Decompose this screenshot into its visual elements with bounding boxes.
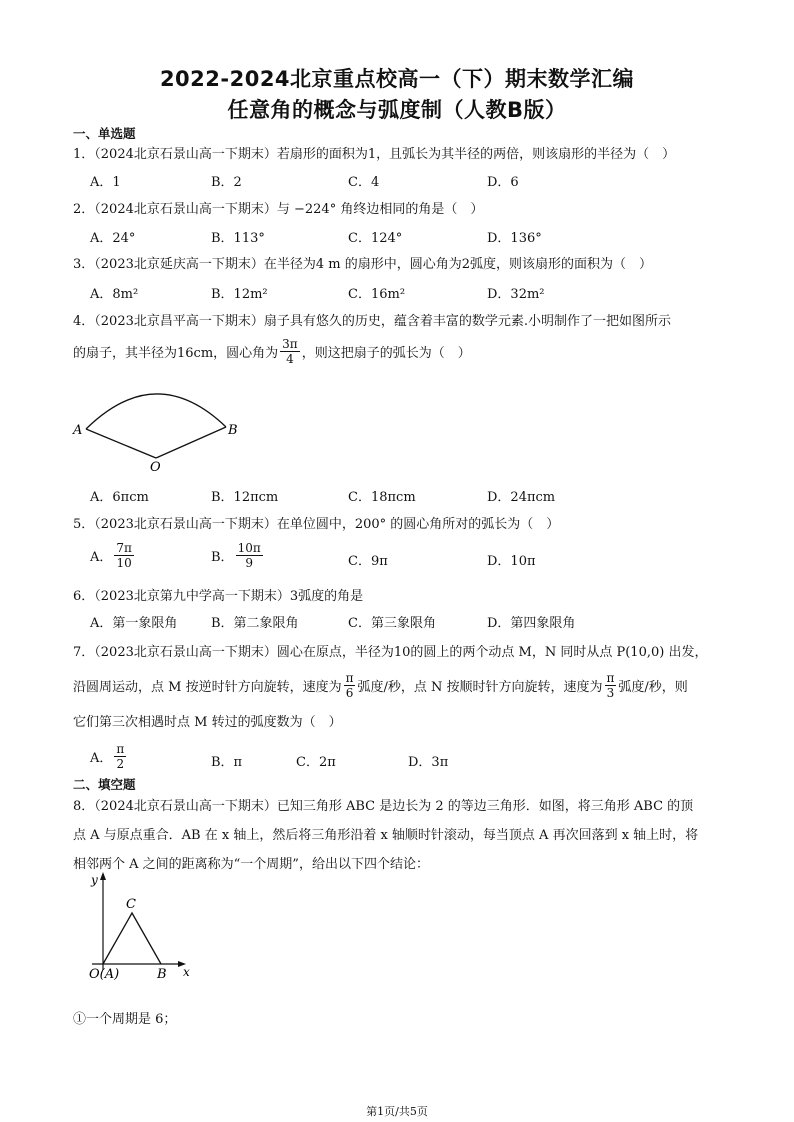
fan-radius-ob	[156, 427, 226, 458]
q2-option-d: D．136°	[487, 231, 542, 246]
q7-option-b: B．π	[211, 755, 243, 770]
fan-arc	[86, 394, 226, 429]
q1-option-d: D．6	[487, 175, 519, 190]
q7-speed-m-fraction	[344, 671, 356, 700]
section-fill-in: 二、填空题	[73, 777, 136, 792]
question-4-text-line1: 4．（2023北京昌平高一下期末）扇子具有悠久的历史，蕴含着丰富的数学元素.小明制作了一把如图所示	[73, 314, 671, 329]
q5-option-a-numerator: 7π	[116, 541, 132, 555]
q5-option-b-fraction	[236, 541, 263, 570]
q7-frac2-denominator: 3	[606, 686, 615, 700]
q1-option-c: C．4	[348, 175, 380, 190]
q4-angle-fraction	[280, 337, 300, 366]
question-5-text: 5．（2023北京石景山高一下期末）在单位圆中，200° 的圆心角所对的弧长为（ ）	[73, 517, 560, 532]
question-8-text-line3: 相邻两个 A 之间的距离称为“一个周期”，给出以下四个结论：	[73, 857, 429, 872]
q4-option-b: B．12πcm	[211, 490, 279, 505]
q5-option-b-label: B．	[211, 550, 234, 565]
question-7-text-line2	[73, 671, 688, 700]
q7-frac2-numerator: π	[606, 671, 615, 685]
fan-label-a: A	[73, 423, 83, 438]
q5-option-d: D．10π	[487, 554, 536, 569]
question-8-text-line1: 8．（2024北京石景山高一下期末）已知三角形 ABC 是边长为 2 的等边三角形．如图，将三角形 ABC 的顶	[73, 799, 694, 814]
section-single-choice: 一、单选题	[73, 126, 136, 141]
q4-option-d: D．24πcm	[487, 490, 556, 505]
q7-option-a-fraction	[114, 742, 126, 771]
triangle-axes-figure	[70, 870, 200, 980]
q3-option-a: A．8m²	[90, 287, 139, 302]
q7-option-a-label: A．	[90, 751, 113, 766]
q7-frac1-denominator: 6	[345, 686, 354, 700]
question-1-text: 1．（2024北京石景山高一下期末）若扇形的面积为1，且弧长为其半径的两倍，则该扇形的半径为（ ）	[73, 147, 676, 162]
q5-option-a	[90, 541, 136, 570]
q7-option-d: D．3π	[408, 755, 449, 770]
q7-option-a-denominator: 2	[116, 757, 125, 771]
q5-option-a-label: A．	[90, 550, 113, 565]
q1-option-b: B．2	[211, 175, 242, 190]
q6-option-b: B．第二象限角	[211, 616, 299, 631]
fan-label-o: O	[150, 460, 161, 475]
q7-option-c: C．2π	[296, 755, 336, 770]
q4-line2-part-b: ，则这把扇子的弧长为（ ）	[301, 346, 471, 361]
question-8-text-line2: 点 A 与原点重合．AB 在 x 轴上，然后将三角形沿着 x 轴顺时针滚动，每当顶点 A 再次回落到 x 轴上时，将	[73, 828, 699, 843]
label-y: y	[91, 873, 98, 887]
triangle-abc	[103, 913, 161, 964]
q5-option-b-numerator: 10π	[237, 541, 261, 555]
label-x: x	[183, 965, 190, 979]
q5-option-a-fraction	[114, 541, 134, 570]
page-title-line2: 任意角的概念与弧度制（人教B版）	[227, 98, 567, 122]
q4-option-c: C．18πcm	[348, 490, 416, 505]
fan-radius-oa	[86, 429, 156, 458]
q4-line2-part-a: 的扇子，其半径为16cm，圆心角为	[73, 346, 279, 361]
q5-option-b-denominator: 9	[245, 556, 253, 570]
q7-line2-part-a: 沿圆周运动，点 M 按逆时针方向旋转，速度为	[73, 680, 342, 695]
q7-line2-part-b: 弧度/秒，点 N 按顺时针方向旋转，速度为	[357, 680, 603, 695]
q7-frac1-numerator: π	[345, 671, 354, 685]
q7-option-a	[90, 742, 128, 771]
q2-option-c: C．124°	[348, 231, 403, 246]
label-c: C	[126, 897, 136, 912]
q5-option-c: C．9π	[348, 554, 388, 569]
q6-option-c: C．第三象限角	[348, 616, 436, 631]
page-title-line1: 2022-2024北京重点校高一（下）期末数学汇编	[159, 67, 635, 91]
q6-option-d: D．第四象限角	[487, 616, 576, 631]
q4-fraction-denominator: 4	[286, 352, 294, 366]
fan-figure	[70, 378, 250, 478]
q4-fraction-numerator: 3π	[282, 337, 298, 351]
q3-option-c: C．16m²	[348, 287, 406, 302]
q4-option-a: A．6πcm	[90, 490, 149, 505]
question-6-text: 6．（2023北京第九中学高一下期末）3弧度的角是	[73, 589, 364, 604]
q5-option-b	[211, 541, 265, 570]
question-3-text: 3．（2023北京延庆高一下期末）在半径为4 m 的扇形中，圆心角为2弧度，则该扇形的面积为（ ）	[73, 257, 652, 272]
q2-option-b: B．113°	[211, 231, 265, 246]
question-7-text-line1: 7．（2023北京石景山高一下期末）圆心在原点，半径为10的圆上的两个动点 M，N 同时从点 P(10,0) 出发，	[73, 645, 708, 660]
q5-option-a-denominator: 10	[116, 556, 132, 570]
q6-option-a: A．第一象限角	[90, 616, 178, 631]
q8-conclusion-1: ①一个周期是 6；	[73, 1012, 177, 1027]
label-origin-a: O(A)	[89, 967, 120, 980]
q3-option-d: D．32m²	[487, 287, 545, 302]
q3-option-b: B．12m²	[211, 287, 268, 302]
q7-line2-part-c: 弧度/秒，则	[618, 680, 688, 695]
label-b: B	[157, 967, 167, 980]
fan-label-b: B	[228, 423, 238, 438]
q7-speed-n-fraction	[605, 671, 617, 700]
q2-option-a: A．24°	[90, 231, 136, 246]
y-axis-arrow	[100, 872, 106, 880]
question-2-text: 2．（2024北京石景山高一下期末）与 −224° 角终边相同的角是（ ）	[73, 202, 484, 217]
question-4-text-line2	[73, 337, 471, 366]
question-7-text-line3: 它们第三次相遇时点 M 转过的弧度数为（ ）	[73, 715, 342, 730]
q1-option-a: A．1	[90, 175, 121, 190]
page-footer: 第1页/共5页	[366, 1105, 428, 1118]
q7-option-a-numerator: π	[116, 742, 125, 756]
